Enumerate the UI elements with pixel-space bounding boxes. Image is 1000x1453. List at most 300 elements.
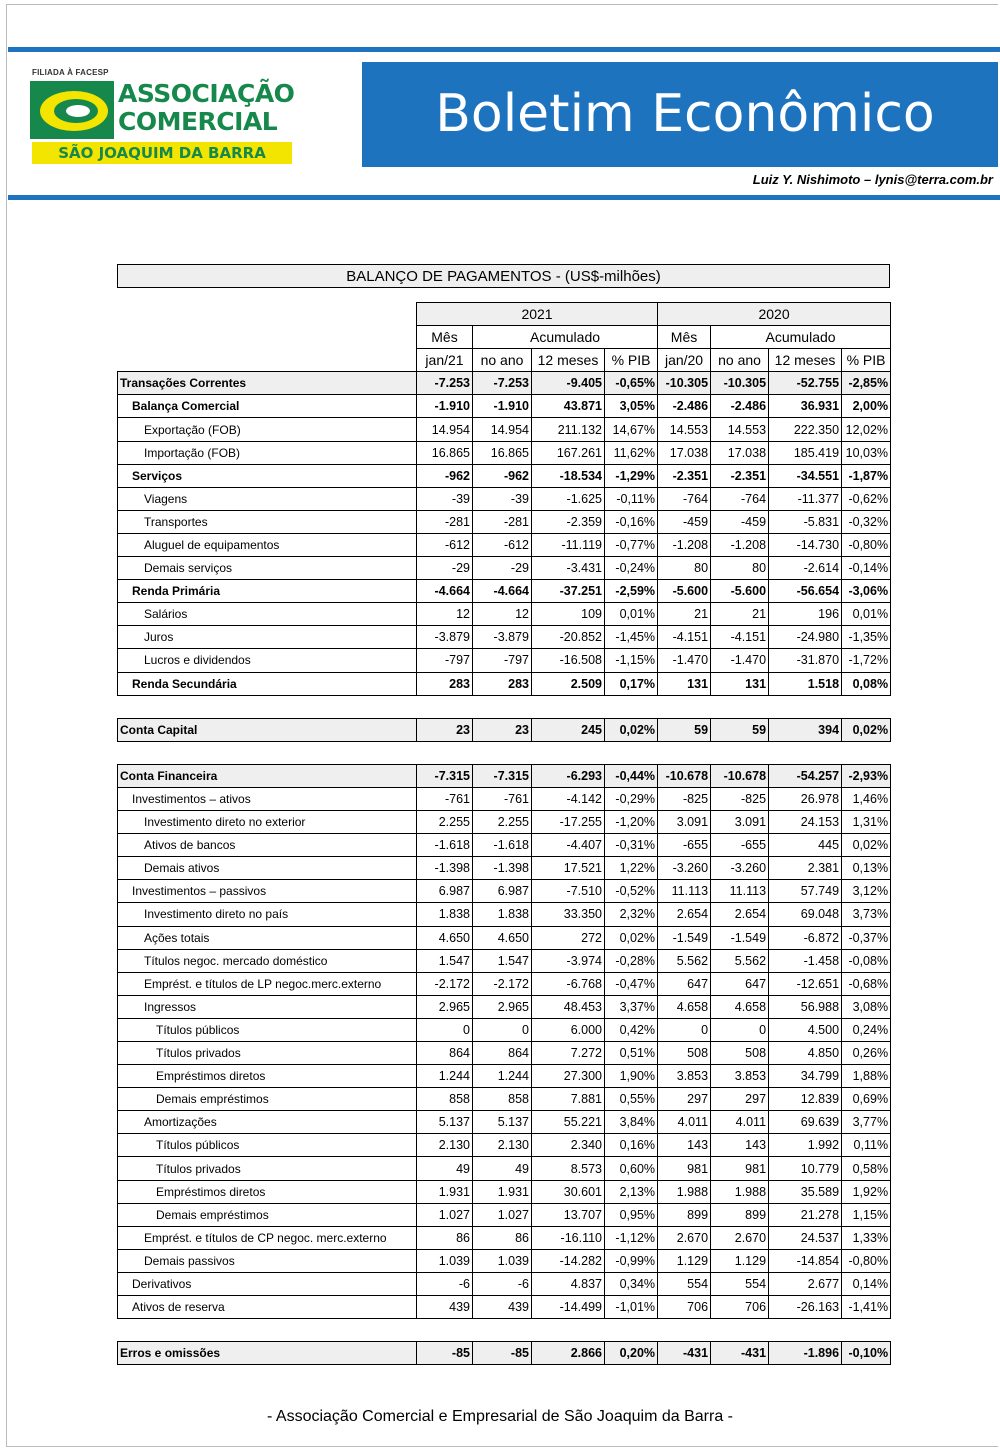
row-label: Lucros e dividendos (118, 649, 417, 672)
row-value: -0,62% (842, 487, 891, 510)
row-value: -1.470 (658, 649, 711, 672)
row-value: 23 (417, 718, 473, 741)
row-value: 33.350 (532, 903, 605, 926)
row-label: Demais passivos (118, 1249, 417, 1272)
row-value: -1.208 (711, 533, 769, 556)
row-value: 6.000 (532, 1018, 605, 1041)
column-header: % PIB (605, 349, 658, 372)
row-value: -0,80% (842, 1249, 891, 1272)
row-label: Investimento direto no exterior (118, 811, 417, 834)
row-value: -1.625 (532, 487, 605, 510)
row-value: 10.779 (769, 1157, 842, 1180)
row-value: 14.954 (473, 418, 532, 441)
row-value: 196 (769, 603, 842, 626)
row-value: -2,59% (605, 580, 658, 603)
row-value: -37.251 (532, 580, 605, 603)
row-value: -4.664 (473, 580, 532, 603)
row-value: 13.707 (532, 1203, 605, 1226)
row-value: -56.654 (769, 580, 842, 603)
row-value: -24.980 (769, 626, 842, 649)
row-value: 167.261 (532, 441, 605, 464)
row-value: 21.278 (769, 1203, 842, 1226)
row-value: 17.521 (532, 857, 605, 880)
row-value: 245 (532, 718, 605, 741)
row-value: 14.553 (711, 418, 769, 441)
table-row (118, 672, 891, 695)
row-value: -1,87% (842, 464, 891, 487)
row-value: -0,16% (605, 510, 658, 533)
row-value: 0,02% (842, 718, 891, 741)
row-value: -10.678 (711, 764, 769, 787)
balance-of-payments-table (117, 302, 891, 1365)
row-value: -12.651 (769, 972, 842, 995)
row-value: -2.172 (417, 972, 473, 995)
row-value: 706 (711, 1296, 769, 1319)
row-value: 14.954 (417, 418, 473, 441)
row-value: -4.407 (532, 834, 605, 857)
row-value: 2.965 (417, 995, 473, 1018)
group-header-acumulado-2021: Acumulado (473, 326, 658, 349)
row-value: -5.600 (658, 580, 711, 603)
row-value: 30.601 (532, 1180, 605, 1203)
row-value: 1,22% (605, 857, 658, 880)
row-value: -52.755 (769, 372, 842, 395)
row-value: 2.654 (711, 903, 769, 926)
row-value: 508 (711, 1042, 769, 1065)
row-value: 49 (417, 1157, 473, 1180)
row-value: -962 (473, 464, 532, 487)
row-label: Demais empréstimos (118, 1203, 417, 1226)
row-value: -1.549 (658, 926, 711, 949)
row-value: -1,35% (842, 626, 891, 649)
row-value: -2.351 (658, 464, 711, 487)
row-label: Transportes (118, 510, 417, 533)
bulletin-title: Boletim Econômico (362, 62, 998, 167)
row-value: -1,72% (842, 649, 891, 672)
row-value: -29 (473, 557, 532, 580)
row-label: Investimento direto no país (118, 903, 417, 926)
row-label: Emprést. e títulos de CP negoc. merc.externo (118, 1226, 417, 1249)
row-value: -9.405 (532, 372, 605, 395)
row-value: 0,42% (605, 1018, 658, 1041)
table-row (118, 1088, 891, 1111)
row-value: 3,73% (842, 903, 891, 926)
row-value: 5.137 (473, 1111, 532, 1134)
row-label: Títulos públicos (118, 1018, 417, 1041)
row-value: -1.398 (417, 857, 473, 880)
row-label: Renda Secundária (118, 672, 417, 695)
table-row (118, 972, 891, 995)
row-label: Títulos negoc. mercado doméstico (118, 949, 417, 972)
row-value: 57.749 (769, 880, 842, 903)
row-value: 1.988 (658, 1180, 711, 1203)
table-title: BALANÇO DE PAGAMENTOS - (US$-milhões) (117, 264, 890, 288)
row-value: 21 (711, 603, 769, 626)
row-label: Conta Financeira (118, 764, 417, 787)
column-header: jan/21 (417, 349, 473, 372)
row-value: 706 (658, 1296, 711, 1319)
row-value: 2.670 (711, 1226, 769, 1249)
row-value: 297 (711, 1088, 769, 1111)
table-row (118, 1157, 891, 1180)
row-value: -29 (417, 557, 473, 580)
row-value: -0,08% (842, 949, 891, 972)
row-value: 34.799 (769, 1065, 842, 1088)
row-label: Títulos públicos (118, 1134, 417, 1157)
row-value: 11.113 (658, 880, 711, 903)
row-value: 4.650 (473, 926, 532, 949)
table-row (118, 903, 891, 926)
row-value: -1.910 (473, 395, 532, 418)
row-value: -1.470 (711, 649, 769, 672)
row-label: Serviços (118, 464, 417, 487)
row-value: -797 (473, 649, 532, 672)
row-label: Conta Capital (118, 718, 417, 741)
row-label: Erros e omissões (118, 1342, 417, 1365)
row-value: 2,32% (605, 903, 658, 926)
row-label: Empréstimos diretos (118, 1180, 417, 1203)
row-label: Investimentos – ativos (118, 787, 417, 810)
row-value: 0,51% (605, 1042, 658, 1065)
row-value: 1.931 (473, 1180, 532, 1203)
row-value: -34.551 (769, 464, 842, 487)
row-value: -2.359 (532, 510, 605, 533)
table-row (118, 1296, 891, 1319)
row-value: 4.011 (658, 1111, 711, 1134)
row-value: 439 (473, 1296, 532, 1319)
column-header: no ano (711, 349, 769, 372)
row-value: 12 (417, 603, 473, 626)
table-row (118, 557, 891, 580)
row-value: -14.730 (769, 533, 842, 556)
row-value: -2,85% (842, 372, 891, 395)
row-value: 1.027 (473, 1203, 532, 1226)
row-label: Importação (FOB) (118, 441, 417, 464)
row-value: 143 (711, 1134, 769, 1157)
row-value: -7.253 (417, 372, 473, 395)
row-value: 4.658 (658, 995, 711, 1018)
row-value: 1.027 (417, 1203, 473, 1226)
group-header-acumulado-2020: Acumulado (711, 326, 891, 349)
row-value: 1.518 (769, 672, 842, 695)
table-row (118, 764, 891, 787)
row-value: 14,67% (605, 418, 658, 441)
row-value: 1,46% (842, 787, 891, 810)
row-label: Amortizações (118, 1111, 417, 1134)
row-value: -797 (417, 649, 473, 672)
row-value: 2.340 (532, 1134, 605, 1157)
row-value: 0,13% (842, 857, 891, 880)
row-value: -0,65% (605, 372, 658, 395)
row-value: 55.221 (532, 1111, 605, 1134)
row-value: 981 (711, 1157, 769, 1180)
row-value: -5.831 (769, 510, 842, 533)
table-row (118, 464, 891, 487)
row-value: 4.011 (711, 1111, 769, 1134)
row-label: Salários (118, 603, 417, 626)
row-value: -10.305 (658, 372, 711, 395)
row-value: 0,01% (605, 603, 658, 626)
row-value: -39 (417, 487, 473, 510)
row-value: 222.350 (769, 418, 842, 441)
row-label: Viagens (118, 487, 417, 510)
row-value: -6 (417, 1272, 473, 1295)
row-label: Títulos privados (118, 1157, 417, 1180)
row-value: -962 (417, 464, 473, 487)
row-value: 283 (417, 672, 473, 695)
row-label: Balança Comercial (118, 395, 417, 418)
row-value: -16.508 (532, 649, 605, 672)
year-header-2021: 2021 (417, 303, 658, 326)
column-header: % PIB (842, 349, 891, 372)
row-value: -3.879 (417, 626, 473, 649)
header-rule-bottom (8, 195, 1000, 200)
row-value: 858 (417, 1088, 473, 1111)
row-value: -0,99% (605, 1249, 658, 1272)
row-label: Ingressos (118, 995, 417, 1018)
row-value: 3,12% (842, 880, 891, 903)
row-value: 2.130 (473, 1134, 532, 1157)
row-value: 23 (473, 718, 532, 741)
row-value: 0,26% (842, 1042, 891, 1065)
row-value: 297 (658, 1088, 711, 1111)
row-value: 2.130 (417, 1134, 473, 1157)
row-value: 80 (711, 557, 769, 580)
row-value: -10.305 (711, 372, 769, 395)
row-value: 2.255 (473, 811, 532, 834)
row-value: -1.896 (769, 1342, 842, 1365)
row-value: 12,02% (842, 418, 891, 441)
row-value: -2.172 (473, 972, 532, 995)
row-value: -17.255 (532, 811, 605, 834)
row-value: 49 (473, 1157, 532, 1180)
row-value: -7.253 (473, 372, 532, 395)
row-value: 0 (417, 1018, 473, 1041)
row-value: 1.129 (658, 1249, 711, 1272)
logo-filiada-text: FILIADA À FACESP (32, 68, 109, 77)
row-value: 0,24% (842, 1018, 891, 1041)
row-value: 0,58% (842, 1157, 891, 1180)
row-value: 0,11% (842, 1134, 891, 1157)
row-value: 554 (711, 1272, 769, 1295)
row-value: 0,02% (842, 834, 891, 857)
row-value: -3.974 (532, 949, 605, 972)
row-value: -0,31% (605, 834, 658, 857)
row-value: -0,77% (605, 533, 658, 556)
table-row (118, 649, 891, 672)
row-value: -1,45% (605, 626, 658, 649)
row-value: -1,29% (605, 464, 658, 487)
row-value: 858 (473, 1088, 532, 1111)
row-value: -4.664 (417, 580, 473, 603)
row-label: Demais ativos (118, 857, 417, 880)
row-value: 69.048 (769, 903, 842, 926)
table-row (118, 580, 891, 603)
row-value: -18.534 (532, 464, 605, 487)
row-value: -761 (473, 787, 532, 810)
row-value: 86 (417, 1226, 473, 1249)
row-value: -3.260 (658, 857, 711, 880)
row-value: 981 (658, 1157, 711, 1180)
row-value: -6.293 (532, 764, 605, 787)
row-value: 86 (473, 1226, 532, 1249)
row-value: 10,03% (842, 441, 891, 464)
row-value: -1.208 (658, 533, 711, 556)
row-value: 5.137 (417, 1111, 473, 1134)
row-value: -4.151 (711, 626, 769, 649)
table-row (118, 811, 891, 834)
table-row (118, 510, 891, 533)
row-value: -85 (473, 1342, 532, 1365)
row-value: -6.768 (532, 972, 605, 995)
column-header: 12 meses (769, 349, 842, 372)
table-row (118, 1134, 891, 1157)
row-value: 1.838 (417, 903, 473, 926)
row-value: 1,15% (842, 1203, 891, 1226)
table-row (118, 1180, 891, 1203)
row-value: 2.670 (658, 1226, 711, 1249)
row-value: 1,88% (842, 1065, 891, 1088)
row-value: 2.866 (532, 1342, 605, 1365)
row-value: 11,62% (605, 441, 658, 464)
row-value: -11.119 (532, 533, 605, 556)
row-value: 0,17% (605, 672, 658, 695)
row-value: -54.257 (769, 764, 842, 787)
row-value: -0,29% (605, 787, 658, 810)
row-value: 3.853 (711, 1065, 769, 1088)
row-value: 899 (711, 1203, 769, 1226)
row-value: 3.853 (658, 1065, 711, 1088)
table-row (118, 395, 891, 418)
row-value: 2.509 (532, 672, 605, 695)
row-value: 1.931 (417, 1180, 473, 1203)
column-header: 12 meses (532, 349, 605, 372)
row-value: 0 (711, 1018, 769, 1041)
row-value: -2.486 (711, 395, 769, 418)
row-value: 508 (658, 1042, 711, 1065)
row-value: 1.547 (417, 949, 473, 972)
row-value: 0,14% (842, 1272, 891, 1295)
row-value: 0,08% (842, 672, 891, 695)
row-value: 211.132 (532, 418, 605, 441)
row-value: -1,20% (605, 811, 658, 834)
row-value: 2,13% (605, 1180, 658, 1203)
row-value: -0,32% (842, 510, 891, 533)
row-label: Derivativos (118, 1272, 417, 1295)
row-value: 21 (658, 603, 711, 626)
row-value: 554 (658, 1272, 711, 1295)
row-value: 14.553 (658, 418, 711, 441)
table-row (118, 1226, 891, 1249)
row-value: -764 (711, 487, 769, 510)
row-value: 3,84% (605, 1111, 658, 1134)
row-value: 143 (658, 1134, 711, 1157)
table-row (118, 372, 891, 395)
row-value: -281 (473, 510, 532, 533)
row-value: -3,06% (842, 580, 891, 603)
row-value: -764 (658, 487, 711, 510)
column-header: no ano (473, 349, 532, 372)
row-value: 0,60% (605, 1157, 658, 1180)
row-value: -0,24% (605, 557, 658, 580)
row-value: -0,28% (605, 949, 658, 972)
row-value: 48.453 (532, 995, 605, 1018)
row-value: -0,37% (842, 926, 891, 949)
table-row (118, 441, 891, 464)
row-value: -3.879 (473, 626, 532, 649)
group-header-mes-2020: Mês (658, 326, 711, 349)
row-value: -7.510 (532, 880, 605, 903)
row-value: -26.163 (769, 1296, 842, 1319)
row-value: 1,90% (605, 1065, 658, 1088)
row-value: -10.678 (658, 764, 711, 787)
row-value: -431 (711, 1342, 769, 1365)
year-header-2020: 2020 (658, 303, 891, 326)
row-value: 0,01% (842, 603, 891, 626)
table-row (118, 1065, 891, 1088)
row-value: -655 (658, 834, 711, 857)
row-value: -3.431 (532, 557, 605, 580)
row-value: -1.618 (417, 834, 473, 857)
row-value: 2.654 (658, 903, 711, 926)
row-value: 3,37% (605, 995, 658, 1018)
row-value: -1,12% (605, 1226, 658, 1249)
row-value: 4.500 (769, 1018, 842, 1041)
row-value: 864 (473, 1042, 532, 1065)
row-value: -0,52% (605, 880, 658, 903)
table-row (118, 1018, 891, 1041)
row-label: Juros (118, 626, 417, 649)
row-value: 1.244 (417, 1065, 473, 1088)
row-value: 899 (658, 1203, 711, 1226)
row-value: 69.639 (769, 1111, 842, 1134)
row-value: -1.458 (769, 949, 842, 972)
row-value: -1,15% (605, 649, 658, 672)
row-value: 2.677 (769, 1272, 842, 1295)
table-row (118, 834, 891, 857)
row-value: -1.618 (473, 834, 532, 857)
table-row (118, 487, 891, 510)
row-value: 0 (658, 1018, 711, 1041)
table-row (118, 880, 891, 903)
row-value: 2,00% (842, 395, 891, 418)
row-value: -0,47% (605, 972, 658, 995)
row-value: -0,44% (605, 764, 658, 787)
logo-word-comercial: COMERCIAL (118, 107, 278, 136)
row-value: 8.573 (532, 1157, 605, 1180)
table-row (118, 926, 891, 949)
row-value: 3,77% (842, 1111, 891, 1134)
row-value: 59 (658, 718, 711, 741)
row-value: 43.871 (532, 395, 605, 418)
row-value: -2.486 (658, 395, 711, 418)
row-value: -39 (473, 487, 532, 510)
row-label: Investimentos – passivos (118, 880, 417, 903)
row-value: -2.614 (769, 557, 842, 580)
table-row (118, 1203, 891, 1226)
row-value: 272 (532, 926, 605, 949)
row-label: Títulos privados (118, 1042, 417, 1065)
row-label: Aluguel de equipamentos (118, 533, 417, 556)
row-value: 0,02% (605, 926, 658, 949)
row-value: -1.398 (473, 857, 532, 880)
row-value: 0,69% (842, 1088, 891, 1111)
row-value: 17.038 (658, 441, 711, 464)
row-value: 26.978 (769, 787, 842, 810)
logo-mark-icon (30, 81, 114, 139)
table-row (118, 1342, 891, 1365)
column-header: jan/20 (658, 349, 711, 372)
